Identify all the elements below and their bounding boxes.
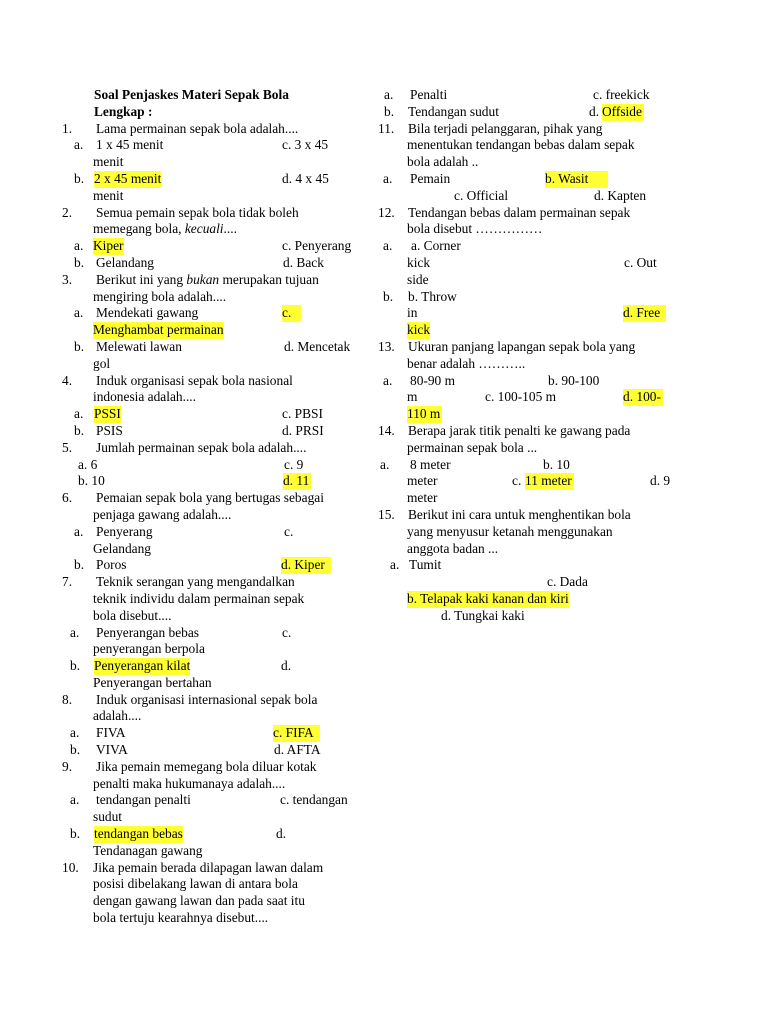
- question-13: 13. Ukuran panjang lapangan sepak bola yang: [378, 338, 636, 354]
- q3-line2: mengiring bola adalah....: [93, 288, 227, 304]
- q15-option-c: c. Dada: [547, 574, 588, 590]
- q9-wrap-2: Tendanagan gawang: [93, 842, 203, 858]
- q8-answer-highlight: c. FIFA: [273, 725, 320, 742]
- question-12: 12. Tendangan bebas dalam permainan sepak: [378, 204, 631, 220]
- q9-wrap-1: sudut: [93, 809, 123, 825]
- q8-options-bd: b. VIVA d. AFTA: [70, 742, 321, 758]
- q7-options-ac: a. Penyerangan bebas c.: [70, 624, 292, 640]
- q11-line3: bola adalah ..: [407, 154, 479, 170]
- q10-line2: posisi dibelakang lawan di antara bola: [93, 876, 298, 892]
- document-title-line2: Lengkap :: [94, 103, 153, 119]
- q6-line2: penjaga gawang adalah....: [93, 506, 232, 522]
- question-9: 9. Jika pemain memegang bola diluar kotak: [62, 758, 317, 774]
- q1-wrap-1: menit: [93, 154, 124, 170]
- question-3: 3. Berikut ini yang bukan merupakan tujuan: [62, 271, 319, 287]
- q10-answer-highlight: Offside: [602, 103, 642, 119]
- q5-options-bd: b. 10 d. 11: [78, 473, 310, 489]
- q15-option-b: [378, 591, 684, 608]
- question-6: 6. Pemaian sepak bola yang bertugas sebagai: [62, 490, 324, 506]
- q4-options-bd: b. PSIS d. PRSI: [74, 422, 324, 438]
- q7-wrap-1: penyerangan berpola: [93, 641, 205, 657]
- q2-answer-highlight: Kiper: [93, 238, 124, 254]
- q1-answer-highlight: 2 x 45 menit: [94, 170, 162, 186]
- question-15: 15. Berikut ini cara untuk menghentikan bola: [378, 506, 631, 522]
- question-7: 7. Teknik serangan yang mengandalkan: [62, 574, 295, 590]
- q6-options-bd: b. Poros d. Kiper: [62, 557, 364, 574]
- q10-options-ac: a. Penalti c. freekick: [384, 87, 650, 102]
- question-11: 11. Bila terjadi pelanggaran, pihak yang: [378, 120, 603, 136]
- q10-line3: dengan gawang lawan dan pada saat itu: [93, 893, 305, 909]
- q3-options-ac: a. Mendekati gawang c.: [62, 305, 364, 322]
- q7-answer-highlight: Penyerangan kilat: [94, 658, 191, 674]
- q14-line2: permainan sepak bola ...: [407, 439, 538, 455]
- q14-options-cd: meter c. 11 meter d. 9: [407, 473, 671, 489]
- q15-line3: anggota badan ...: [407, 540, 499, 556]
- q1-options-bd: b. 2 x 45 menit d. 4 x 45: [74, 170, 329, 186]
- q13-options-ab: a. 80-90 m b. 90-100: [383, 372, 600, 388]
- q3-wrap: gol: [93, 355, 111, 371]
- question-2: 2. Semua pemain sepak bola tidak boleh: [62, 204, 299, 220]
- q6-options-ac: a. Penyerang c.: [74, 523, 294, 539]
- q5-options-ac: a. 6 c. 9: [78, 456, 304, 472]
- document-title: Soal Penjaskes Materi Sepak Bola: [94, 87, 289, 102]
- q15-answer-highlight: b. Telapak kaki kanan dan kiri: [407, 590, 569, 606]
- q12-option-b: b. b. Throw: [383, 288, 457, 304]
- q10-line4: bola tertuju kearahnya disebut....: [93, 910, 269, 926]
- q14-options-ab: a. 8 meter b. 10: [380, 456, 570, 472]
- q1-wrap-2: menit: [93, 187, 124, 203]
- q13-line2: benar adalah ………..: [407, 355, 526, 371]
- q2-options-ac: a. Kiper c. Penyerang: [74, 238, 352, 254]
- q3-answer-highlight: Menghambat permainan: [93, 322, 224, 338]
- q14-answer-highlight: 11 meter: [525, 473, 572, 489]
- q10-options-bd: b. Tendangan sudut d. Offside: [384, 103, 642, 119]
- q12-options-ac: kick c. Out: [407, 254, 657, 270]
- q9-line2: penalti maka hukumanaya adalah....: [93, 775, 286, 791]
- question-14: 14. Berapa jarak titik penalti ke gawang pada: [378, 422, 631, 438]
- q11-line2: menentukan tendangan bebas dalam sepak: [407, 137, 635, 153]
- question-4: 4. Induk organisasi sepak bola nasional: [62, 372, 293, 388]
- q2-line2: memegang bola, kecuali....: [93, 221, 237, 237]
- q3-options-bd: b. Melewati lawan d. Mencetak: [74, 338, 351, 354]
- question-8: 8. Induk organisasi internasional sepak bola: [62, 691, 318, 707]
- q11-options-ab: a. Pemain b. Wasit: [378, 171, 684, 188]
- q7-options-bd: b. Penyerangan kilat d.: [70, 658, 292, 674]
- q13-options-cd: m c. 100-105 m d. 100-: [407, 389, 661, 405]
- q15-option-a: a. Tumit: [390, 557, 442, 573]
- q6-wrap: Gelandang: [93, 540, 152, 556]
- q4-line2: indonesia adalah....: [93, 389, 196, 405]
- q8-line2: adalah....: [93, 708, 142, 724]
- q15-option-d: d. Tungkai kaki: [441, 607, 525, 623]
- q1-options-ac: a. 1 x 45 menit c. 3 x 45: [74, 137, 329, 153]
- q9-options-bd: b. tendangan bebas d.: [70, 826, 287, 842]
- q12-line2: bola disebut ……………: [407, 221, 543, 237]
- right-column: [378, 87, 684, 625]
- q7-line3: bola disebut....: [93, 607, 172, 623]
- q7-wrap-2: Penyerangan bertahan: [93, 674, 212, 690]
- q2-options-bd: b. Gelandang d. Back: [74, 254, 324, 270]
- q9-answer-highlight: tendangan bebas: [94, 826, 183, 842]
- q12-option-a: a. a. Corner: [383, 238, 461, 254]
- question-5: 5. Jumlah permainan sepak bola adalah....: [62, 439, 307, 455]
- q4-answer-highlight: PSSI: [94, 406, 121, 422]
- left-column: [62, 87, 364, 927]
- q9-options-ac: a. tendangan penalti c. tendangan: [70, 792, 348, 808]
- question-1: 1. Lama permainan sepak bola adalah....: [62, 120, 299, 136]
- q14-wrap: meter: [407, 490, 438, 506]
- q7-line2: teknik individu dalam permainan sepak: [93, 590, 305, 606]
- q13-answer-line: [378, 406, 684, 423]
- q4-options-ac: a. PSSI c. PBSI: [74, 406, 323, 422]
- q13-answer-highlight: 110 m: [407, 406, 441, 422]
- q8-options-ac: a. FIVA c. FIFA: [62, 725, 364, 742]
- q12-options-bd: in d. Free: [378, 305, 684, 322]
- q11-options-cd: c. Official d. Kapten: [454, 187, 647, 203]
- q12-answer-line: [378, 322, 684, 339]
- q5-answer-highlight: d. 11: [283, 473, 310, 489]
- q3-answer-line: [62, 322, 364, 339]
- q6-answer-highlight: d. Kiper: [281, 557, 331, 574]
- q12-wrap-1: side: [407, 271, 429, 287]
- q12-answer-highlight: kick: [407, 322, 431, 338]
- q11-answer-highlight: b. Wasit: [545, 171, 608, 188]
- question-10: 10. Jika pemain berada dilapagan lawan dalam: [62, 859, 324, 875]
- q15-line2: yang menyusur ketanah menggunakan: [407, 523, 613, 539]
